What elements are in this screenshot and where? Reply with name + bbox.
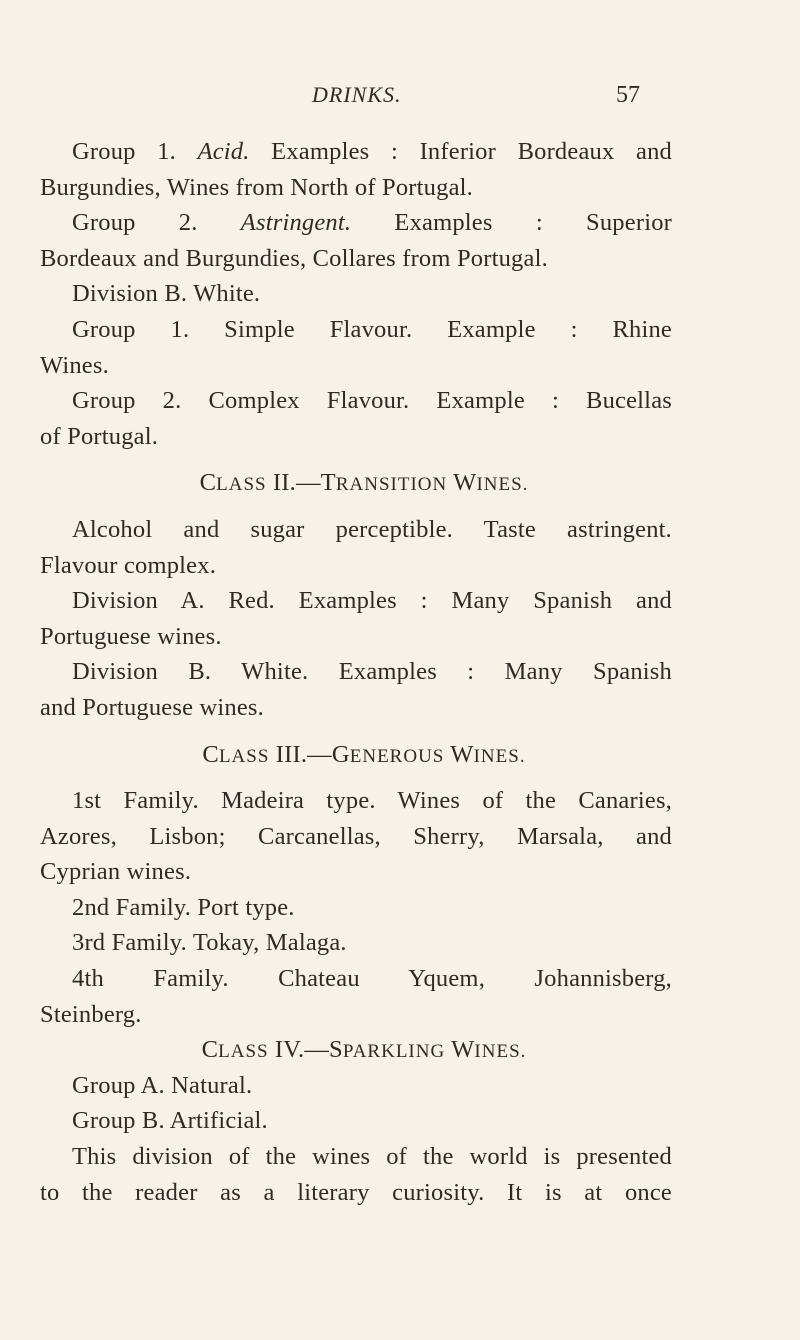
text-line: 3rd Family. Tokay, Malaga. [72, 929, 347, 957]
heading-run: II.—T [266, 469, 336, 497]
text-line: Division A. Red. Examples : Many Spanish and [72, 587, 672, 615]
heading-run: ENEROUS [349, 745, 445, 767]
heading-run: INES. [473, 745, 526, 767]
text-line: This division of the wines of the world is presented [72, 1143, 672, 1171]
spacer [40, 772, 672, 783]
heading-run: RANSITION [335, 474, 448, 496]
heading-run: C [199, 469, 217, 497]
section-heading-class-ii [40, 465, 672, 501]
running-head-title: DRINKS. [312, 82, 402, 107]
text-line: Bordeaux and Burgundies, Collares from Portugal. [40, 244, 548, 272]
text-run: Group 1. [72, 138, 198, 165]
heading-run: C [201, 1036, 219, 1064]
heading-run: LASS [218, 1041, 269, 1063]
italic-term-astringent: Astringent. [240, 209, 352, 237]
text-line: Group B. Artificial. [72, 1107, 268, 1135]
spacer [40, 454, 672, 465]
heading-run: INES. [474, 1041, 527, 1063]
text-line: Division B. White. [72, 280, 261, 308]
text-line [40, 134, 672, 170]
text-line: 1st Family. Madeira type. Wines of the Canaries, [72, 787, 672, 815]
heading-run: W [444, 740, 474, 768]
text-line: Group 2. Complex Flavour. Example : Bucellas [72, 387, 672, 415]
heading-run: IV.—S [268, 1036, 343, 1064]
text-line: to the reader as a literary curiosity. It is at once [40, 1178, 672, 1206]
heading-run: INES. [476, 474, 529, 496]
heading-run: C [202, 740, 219, 768]
heading-run: W [445, 1036, 475, 1064]
heading-run: LASS [218, 745, 270, 767]
text-line: Portuguese wines. [40, 622, 222, 650]
spacer [40, 726, 672, 737]
text-line [40, 205, 672, 241]
section-heading-class-iv [40, 1032, 672, 1068]
text-line: of Portugal. [40, 422, 159, 450]
spacer [40, 501, 672, 512]
section-heading-class-iii [40, 737, 672, 773]
running-head [0, 82, 800, 116]
text-line: Alcohol and sugar perceptible. Taste astringent. [72, 515, 672, 543]
text-line: Cyprian wines. [40, 858, 192, 886]
heading-run: LASS [216, 474, 267, 496]
text-line: Steinberg. [40, 1000, 142, 1028]
heading-run: III.—G [269, 740, 350, 768]
text-line: Burgundies, Wines from North of Portugal. [40, 173, 473, 201]
text-line: Group 1. Simple Flavour. Example : Rhine [72, 315, 672, 343]
page-number: 57 [616, 82, 640, 108]
text-run: Examples : Inferior Bordeaux and [249, 138, 672, 165]
heading-run: PARKLING [342, 1041, 446, 1063]
text-line: 2nd Family. Port type. [72, 893, 295, 921]
text-run: Examples : Superior [351, 209, 673, 237]
text-line: Wines. [40, 351, 109, 379]
text-line: Division B. White. Examples : Many Spanish [72, 658, 672, 686]
italic-term-acid: Acid. [197, 138, 250, 165]
text-line: and Portuguese wines. [40, 693, 264, 721]
text-line: Group A. Natural. [72, 1071, 253, 1099]
text-line: 4th Family. Chateau Yquem, Johannisberg, [72, 965, 672, 993]
body-text [40, 134, 672, 1210]
text-run: Group 2. [72, 209, 241, 237]
heading-run: W [447, 469, 477, 497]
text-line: Azores, Lisbon; Carcanellas, Sherry, Marsala, and [40, 822, 672, 850]
text-line: Flavour complex. [40, 551, 217, 579]
